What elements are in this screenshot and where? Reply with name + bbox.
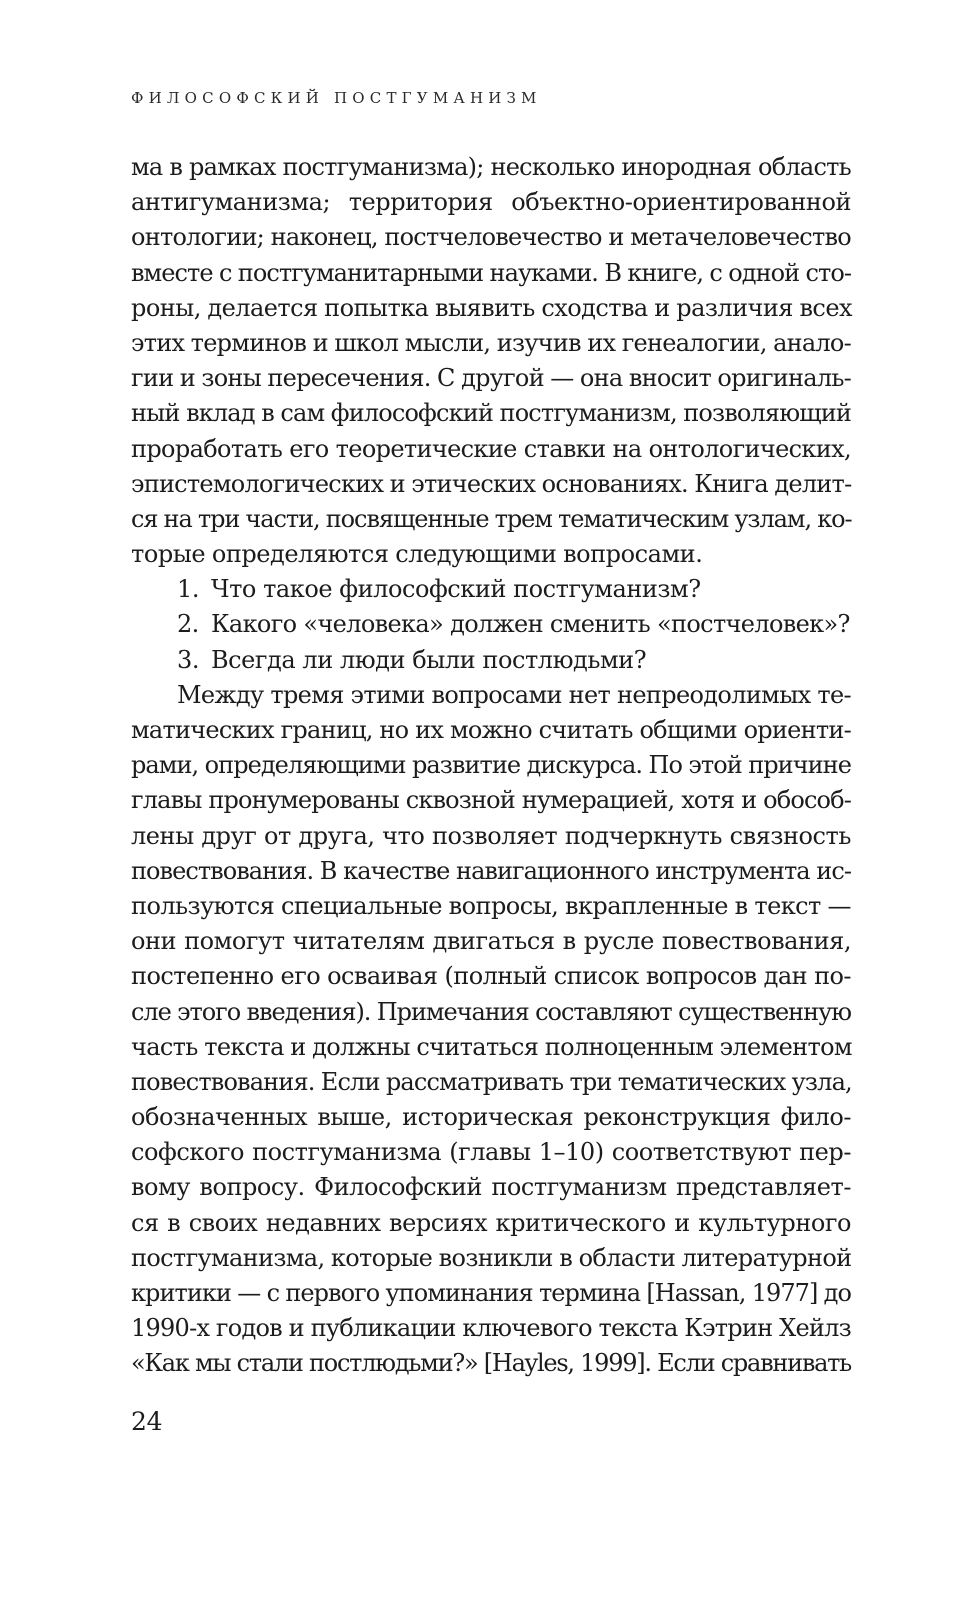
text-line: проработать его теоретические ставки на онтологических, (131, 434, 851, 463)
text-line: этих терминов и школ мысли, изучив их генеалогии, анало- (131, 328, 851, 357)
page-number: 24 (131, 1407, 163, 1436)
body-text (131, 150, 851, 1382)
question-list-item (131, 643, 851, 678)
text-line: ный вклад в сам философский постгуманизм, позволяющий (131, 399, 851, 428)
question-list-item (131, 607, 851, 642)
text-line: матических границ, но их можно считать общими ориенти- (131, 716, 851, 744)
text-line: постепенно его осваивая (полный список вопросов дан по- (131, 962, 851, 991)
text-line: ся в своих недавних версиях критического и культурного (131, 1208, 851, 1237)
list-number: 2. (177, 610, 199, 639)
text-line: вместе с постгуманитарными науками. В книге, с одной сто- (131, 258, 851, 287)
text-line: сле этого введения). Примечания составляют существенную (131, 997, 851, 1026)
list-text: Всегда ли люди были постлюдьми? (211, 645, 647, 674)
list-text: Что такое философский постгуманизм? (211, 575, 701, 604)
text-line: 1990-х годов и публикации ключевого текста Кэтрин Хейлз (131, 1314, 851, 1343)
text-line: софского постгуманизма (главы 1–10) соответствуют пер- (131, 1138, 851, 1167)
text-line: торые определяются следующими вопросами. (131, 540, 703, 569)
text-line: повествования. Если рассматривать три тематических узла, (131, 1067, 852, 1096)
text-line: критики — с первого упоминания термина [Hassan, 1977] до (131, 1279, 851, 1307)
list-number: 1. (177, 575, 199, 604)
text-line: ма в рамках постгуманизма); несколько инородная область (131, 153, 851, 181)
text-line: рами, определяющими развитие дискурса. По этой причине (131, 751, 851, 780)
text-line: роны, делается попытка выявить сходства и различия всех (131, 293, 852, 322)
text-line: лены друг от друга, что позволяет подчеркнуть связность (131, 821, 851, 850)
question-list-item (131, 572, 851, 607)
text-line: часть текста и должны считаться полноценным элементом (131, 1032, 852, 1061)
text-line: ся на три части, посвященные трем тематическим узлам, ко- (131, 504, 852, 533)
text-line: они помогут читателям двигаться в русле повествования, (131, 927, 851, 956)
text-line: гии и зоны пересечения. С другой — она вносит оригиналь- (131, 364, 851, 393)
text-line: главы пронумерованы сквозной нумерацией, хотя и обособ- (131, 786, 851, 815)
text-line: «Как мы стали постлюдьми?» [Hayles, 1999]. Если сравнивать (131, 1349, 851, 1378)
paragraph-first-line: Между тремя этими вопросами нет непреодолимых те- (177, 680, 851, 709)
text-line: онтологии; наконец, постчеловечество и метачеловечество (131, 223, 851, 252)
text-line: антигуманизма; территория объектно-ориентированной (131, 188, 851, 217)
running-head: ФИЛОСОФСКИЙ ПОСТГУМАНИЗМ (131, 89, 542, 107)
text-line: пользуются специальные вопросы, вкрапленные в текст — (131, 891, 851, 920)
text-line: эпистемологических и этических основаниях. Книга делит- (131, 469, 852, 498)
text-line: вому вопросу. Философский постгуманизм представляет- (131, 1173, 851, 1202)
list-number: 3. (177, 645, 199, 674)
text-line: обозначенных выше, историческая реконструкция фило- (131, 1103, 851, 1132)
list-text: Какого «человека» должен сменить «постчеловек»? (211, 610, 850, 639)
text-line: постгуманизма, которые возникли в области литературной (131, 1243, 852, 1272)
text-line: повествования. В качестве навигационного инструмента ис- (131, 856, 851, 885)
